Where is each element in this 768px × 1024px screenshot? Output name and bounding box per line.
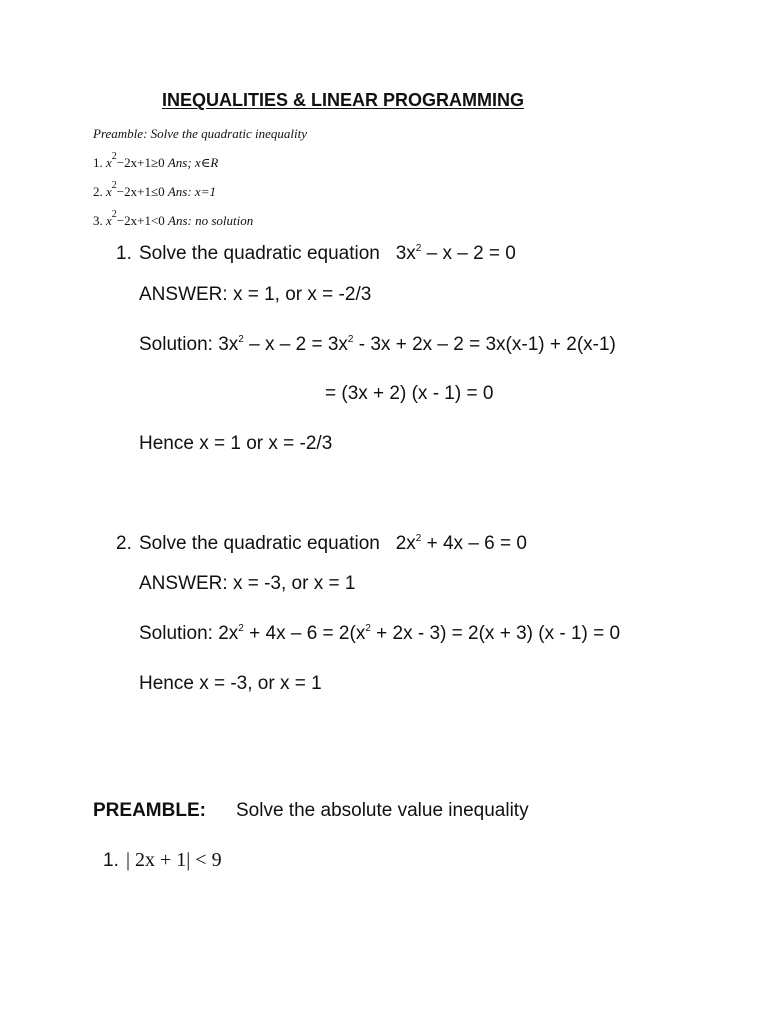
question-2-solution: Solution: $2x^2 + 4x - 6 = 2(x^2 + 2x - 3) = 2(x + 3)$ (x - 1) = 0 [139, 623, 621, 644]
preamble-2-label: PREAMBLE: [93, 800, 206, 821]
question-2-conclusion: Hence x = -3, or x = 1 [139, 673, 322, 694]
question-2-number: 2. [116, 533, 132, 554]
question-1-prompt: Solve the quadratic equation $3x^2 - x - 2 = 0$ [139, 243, 516, 264]
question-1-answer: ANSWER: x = 1, or x = -2/3 [139, 284, 372, 305]
preamble-text: : Solve the quadratic inequality [143, 126, 307, 141]
page-title: INEQUALITIES & LINEAR PROGRAMMING [162, 90, 525, 110]
question-1-number: 1. [116, 243, 132, 264]
question-1-conclusion: Hence x = 1 or x = -2/3 [139, 433, 333, 454]
inequality-item-2: 2. $x^2-2x+1\le 0$ Ans: x=1 [93, 180, 216, 199]
question-1-solution: Solution: $3x^2 - x - 2 = 3x^2 - 3x + 2x - 2 = 3x(x-1) + 2(x-1)$ [139, 334, 616, 355]
question-2-answer: ANSWER: x = -3, or x = 1 [139, 573, 356, 594]
inequality-item-1: 1. $x^2-2x+1\ge 0$ Ans; x∈R [93, 151, 219, 170]
preamble-label: Preamble [93, 126, 144, 141]
abs-inequality-item: | 2x + 1| < 9 [126, 849, 222, 871]
preamble-2-text: Solve the absolute value inequality [236, 800, 529, 821]
question-1-solution-step: = (3x + 2) (x - 1) = 0 [325, 383, 494, 404]
question-2-prompt: Solve the quadratic equation $2x^2 + 4x - 6 = 0$ [139, 533, 527, 554]
inequality-item-3: 3. $x^2-2x+1<0$ Ans: no solution [93, 209, 254, 228]
abs-inequality-number: 1. [103, 850, 119, 871]
preamble-line [93, 126, 307, 142]
